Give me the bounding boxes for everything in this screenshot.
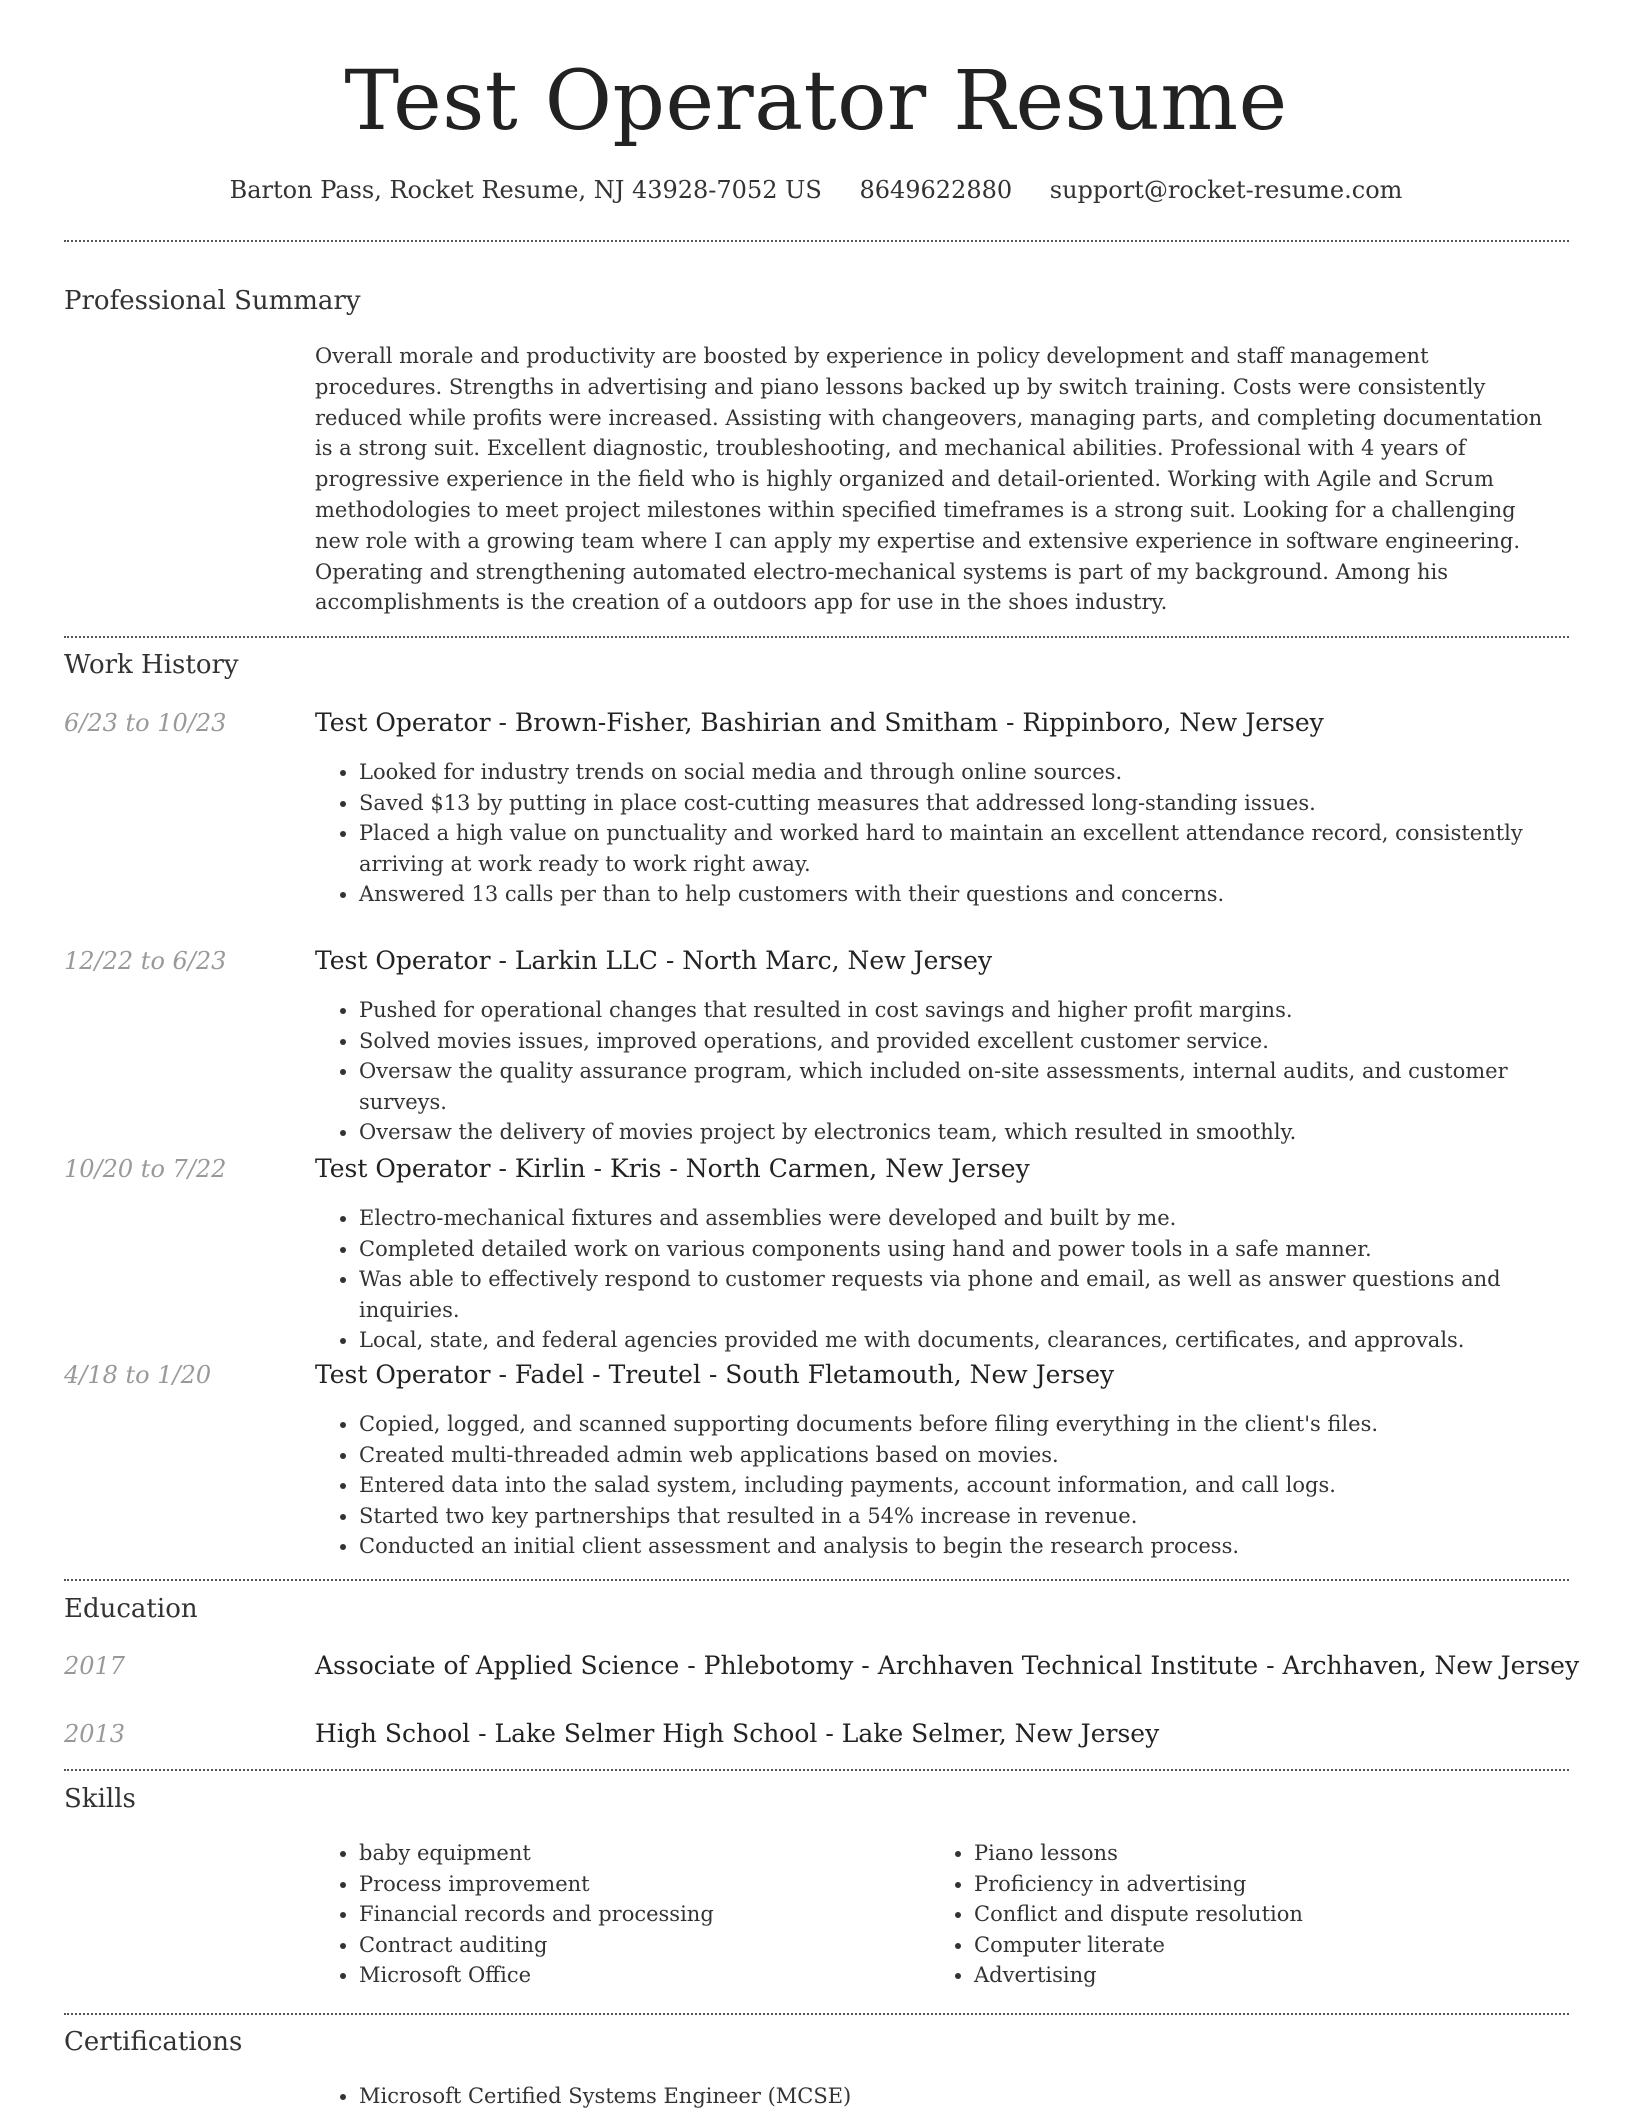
list-item: • Started two key partnerships that resulted in a 54% increase in revenue. bbox=[359, 1501, 1565, 1532]
list-item: • Pushed for operational changes that resulted in cost savings and higher profit margins. bbox=[359, 995, 1565, 1026]
section-divider bbox=[64, 2013, 1569, 2015]
list-item: • Conducted an initial client assessment and analysis to begin the research process. bbox=[359, 1531, 1565, 1562]
list-item: • Looked for industry trends on social media and through online sources. bbox=[359, 757, 1565, 788]
list-item: • Piano lessons bbox=[974, 1838, 1530, 1869]
skills-list-right bbox=[930, 1838, 1530, 1991]
certifications-heading: Certifications bbox=[64, 2027, 243, 2057]
list-item: • Contract auditing bbox=[359, 1930, 915, 1961]
list-item: • Copied, logged, and scanned supporting documents before filing everything in the client's files. bbox=[359, 1409, 1565, 1440]
job-bullets bbox=[315, 757, 1565, 910]
list-item: • Conflict and dispute resolution bbox=[974, 1899, 1530, 1930]
work-history-heading: Work History bbox=[64, 650, 239, 680]
section-divider bbox=[64, 1579, 1569, 1581]
list-item: • Computer literate bbox=[974, 1930, 1530, 1961]
job-dates: 6/23 to 10/23 bbox=[64, 709, 227, 737]
list-item: • Electro-mechanical fixtures and assemblies were developed and built by me. bbox=[359, 1203, 1565, 1234]
job-title: Test Operator - Larkin LLC - North Marc, New Jersey bbox=[315, 946, 993, 975]
summary-text: Overall morale and productivity are boosted by experience in policy development and staff management procedures. Strengths in advertising and piano lessons backed up by switch training. Costs were consistently reduced while profits were increased. Assisting with changeovers, managing parts, and completing documentation is a strong suit. Excellent diagnostic, troubleshooting, and mechanical abilities. Professional with 4 years of progressive experience in the field who is highly organized and detail-oriented. Working with Agile and Scrum methodologies to meet project milestones within specified timeframes is a strong suit. Looking for a challenging new role with a growing team where I can apply my expertise and extensive experience in software engineering. Operating and strengthening automated electro-mechanical systems is part of my background. Among his accomplishments is the creation of a outdoors app for use in the shoes industry. bbox=[315, 344, 1543, 615]
contact-address: Barton Pass, Rocket Resume, NJ 43928-7052 US bbox=[229, 176, 822, 204]
resume-title: Test Operator Resume bbox=[344, 54, 1288, 149]
job-bullets bbox=[315, 995, 1565, 1148]
education-entry: High School - Lake Selmer High School - Lake Selmer, New Jersey bbox=[315, 1719, 1160, 1748]
education-heading: Education bbox=[64, 1594, 198, 1624]
list-item: • Oversaw the delivery of movies project by electronics team, which resulted in smoothly. bbox=[359, 1117, 1565, 1148]
job-bullets bbox=[315, 1409, 1565, 1562]
list-item: • Advertising bbox=[974, 1960, 1530, 1991]
education-year: 2013 bbox=[64, 1720, 126, 1748]
list-item: • Microsoft Certified Systems Engineer (MCSE) bbox=[359, 2081, 1565, 2112]
list-item: • Local, state, and federal agencies provided me with documents, clearances, certificates, and approvals. bbox=[359, 1325, 1565, 1356]
contact-line bbox=[0, 170, 1632, 210]
section-divider bbox=[64, 636, 1569, 638]
list-item: • Microsoft Office bbox=[359, 1960, 915, 1991]
contact-phone: 8649622880 bbox=[859, 176, 1013, 204]
contact-email: support@rocket-resume.com bbox=[1049, 176, 1403, 204]
list-item: • Entered data into the salad system, including payments, account information, and call logs. bbox=[359, 1470, 1565, 1501]
skills-heading: Skills bbox=[64, 1784, 136, 1814]
skills-list-left bbox=[315, 1838, 915, 1991]
list-item: • Placed a high value on punctuality and worked hard to maintain an excellent attendance record, consistently arriving at work ready to work right away. bbox=[359, 818, 1565, 879]
list-item: • Was able to effectively respond to customer requests via phone and email, as well as answer questions and inquiries. bbox=[359, 1264, 1565, 1325]
job-dates: 12/22 to 6/23 bbox=[64, 947, 227, 975]
list-item: • Answered 13 calls per than to help customers with their questions and concerns. bbox=[359, 879, 1565, 910]
education-entry: Associate of Applied Science - Phlebotomy - Archhaven Technical Institute - Archhaven, New Jersey bbox=[315, 1651, 1580, 1680]
job-dates: 10/20 to 7/22 bbox=[64, 1155, 227, 1183]
list-item: • Financial records and processing bbox=[359, 1899, 915, 1930]
list-item: • baby equipment bbox=[359, 1838, 915, 1869]
job-bullets bbox=[315, 1203, 1565, 1356]
job-title: Test Operator - Brown-Fisher, Bashirian and Smitham - Rippinboro, New Jersey bbox=[315, 708, 1324, 737]
job-dates: 4/18 to 1/20 bbox=[64, 1361, 212, 1389]
list-item: • Completed detailed work on various components using hand and power tools in a safe manner. bbox=[359, 1234, 1565, 1265]
summary-heading: Professional Summary bbox=[64, 286, 361, 316]
education-year: 2017 bbox=[64, 1652, 126, 1680]
list-item: • Solved movies issues, improved operations, and provided excellent customer service. bbox=[359, 1026, 1565, 1057]
certifications-list bbox=[315, 2081, 1565, 2112]
list-item: • Proficiency in advertising bbox=[974, 1869, 1530, 1900]
list-item: • Created multi-threaded admin web applications based on movies. bbox=[359, 1440, 1565, 1471]
job-title: Test Operator - Fadel - Treutel - South Fletamouth, New Jersey bbox=[315, 1360, 1115, 1389]
list-item: • Oversaw the quality assurance program, which included on-site assessments, internal audits, and customer surveys. bbox=[359, 1056, 1565, 1117]
section-divider bbox=[64, 1769, 1569, 1771]
list-item: • Saved $13 by putting in place cost-cutting measures that addressed long-standing issues. bbox=[359, 788, 1565, 819]
job-title: Test Operator - Kirlin - Kris - North Carmen, New Jersey bbox=[315, 1154, 1030, 1183]
list-item: • Process improvement bbox=[359, 1869, 915, 1900]
section-divider bbox=[64, 240, 1569, 242]
